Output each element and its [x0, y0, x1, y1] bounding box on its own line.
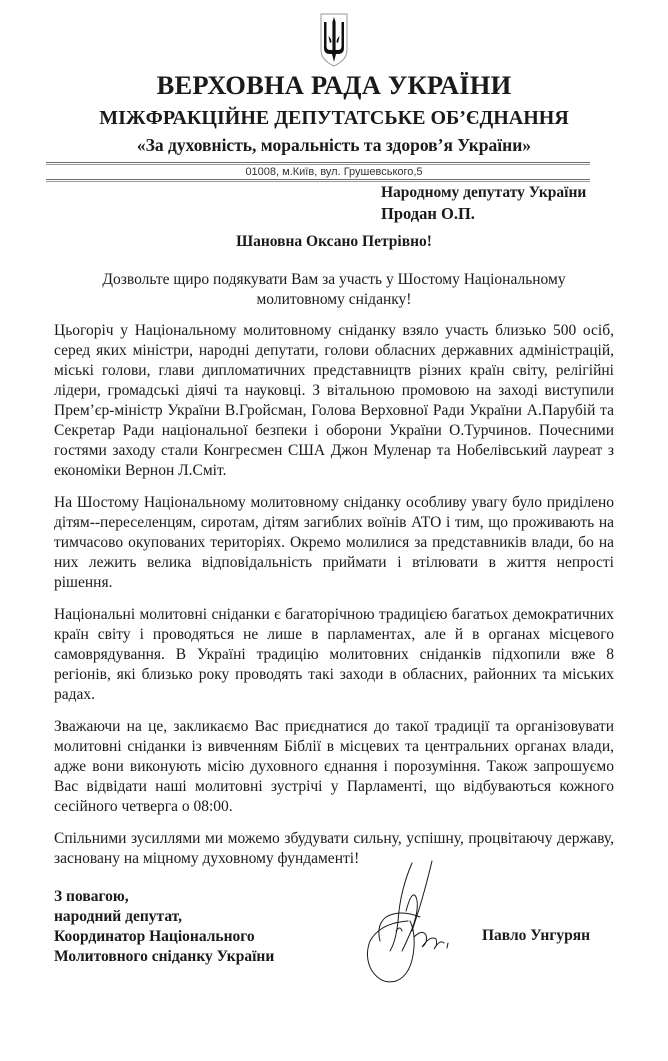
salutation: Шановна Оксано Петрівно! [236, 233, 432, 250]
body-paragraph: Національні молитовні сніданки є багаторічною традицією багатьох демократичних країн світу і проводяться не лише в парламентах, але й в органах місцевого самоврядування. В Україні традицію молитовних сніданків підхопили вже 8 регіонів, які близько року проводять такі заходи в обласних, районних та міських радах. [54, 606, 614, 703]
closing-role-line-1: Координатор Національного [54, 928, 255, 945]
signer-name: Павло Унгурян [482, 927, 591, 944]
letter-body [54, 270, 614, 1061]
letterhead-divider-top [46, 162, 590, 165]
closing-regards: З повагою, [54, 888, 129, 905]
organization-title: ВЕРХОВНА РАДА УКРАЇНИ [156, 70, 512, 100]
body-paragraph: На Шостому Національному молитовному сніданку особливу увагу було приділено дітям--переселенцям, сиротам, дітям загиблих воїнів АТО і тим, що проживають на тимчасово окупованих територіях. Окремо молилися за представників влади, бо на них лежить велика відповідальність приймати і втілювати в життя непрості рішення. [54, 494, 614, 591]
handwritten-signature [360, 851, 480, 991]
body-paragraph: Спільними зусиллями ми можемо збудувати сильну, успішну, процвітаючу державу, засновану на міцному духовному фундаменті! [54, 830, 614, 867]
closing-role-line-2: Молитовного сніданку України [54, 948, 275, 965]
recipient-title: Народному депутату України [381, 184, 587, 201]
closing-block [54, 887, 314, 967]
intro-paragraph: Дозвольте щиро подякувати Вам за участь у Шостому Національному молитовному сніданку! [102, 271, 566, 308]
recipient-block [381, 182, 586, 224]
body-paragraph: Цьогоріч у Національному молитовному сніданку взяло участь близько 500 осіб, серед яких міністри, народні депутати, голови обласних державних адміністрацій, міські голови, глави дипломатичних представництв різних країн світу, релігійні лідери, громадські діячі та науковці. З вітальною промовою на заході виступили Прем’єр-міністр України В.Гройсман, Голова Верховної Ради України А.Парубій та Секретар Ради національної безпеки і оборони України О.Турчинов. Почесними гостями заходу стали Конгресмен США Джон Муленар та Нобелівський лауреат з економіки Вернон Л.Сміт. [54, 322, 614, 479]
body-paragraph: Зважаючи на це, закликаємо Вас приєднатися до такої традиції та організовувати молитовні сніданки із вивченням Біблії в місцевих та центральних органах влади, адже вони виконують місію духовного єднання і порозуміння. Також запрошуємо Вас відвідати наші молитовні зустрічі у Парламенті, що відбуваються кожного сесійного четверга о 08:00. [54, 718, 614, 815]
address: 01008, м.Київ, вул. Грушевського,5 [245, 166, 423, 178]
closing-position: народний депутат, [54, 908, 182, 925]
recipient-name: Продан О.П. [381, 204, 475, 223]
motto: «За духовність, моральність та здоров’я України» [136, 135, 532, 155]
trident-emblem-icon [319, 12, 349, 68]
closing-row [54, 887, 614, 1037]
association-title: МІЖФРАКЦІЙНЕ ДЕПУТАТСЬКЕ ОБ’ЄДНАННЯ [99, 107, 569, 129]
